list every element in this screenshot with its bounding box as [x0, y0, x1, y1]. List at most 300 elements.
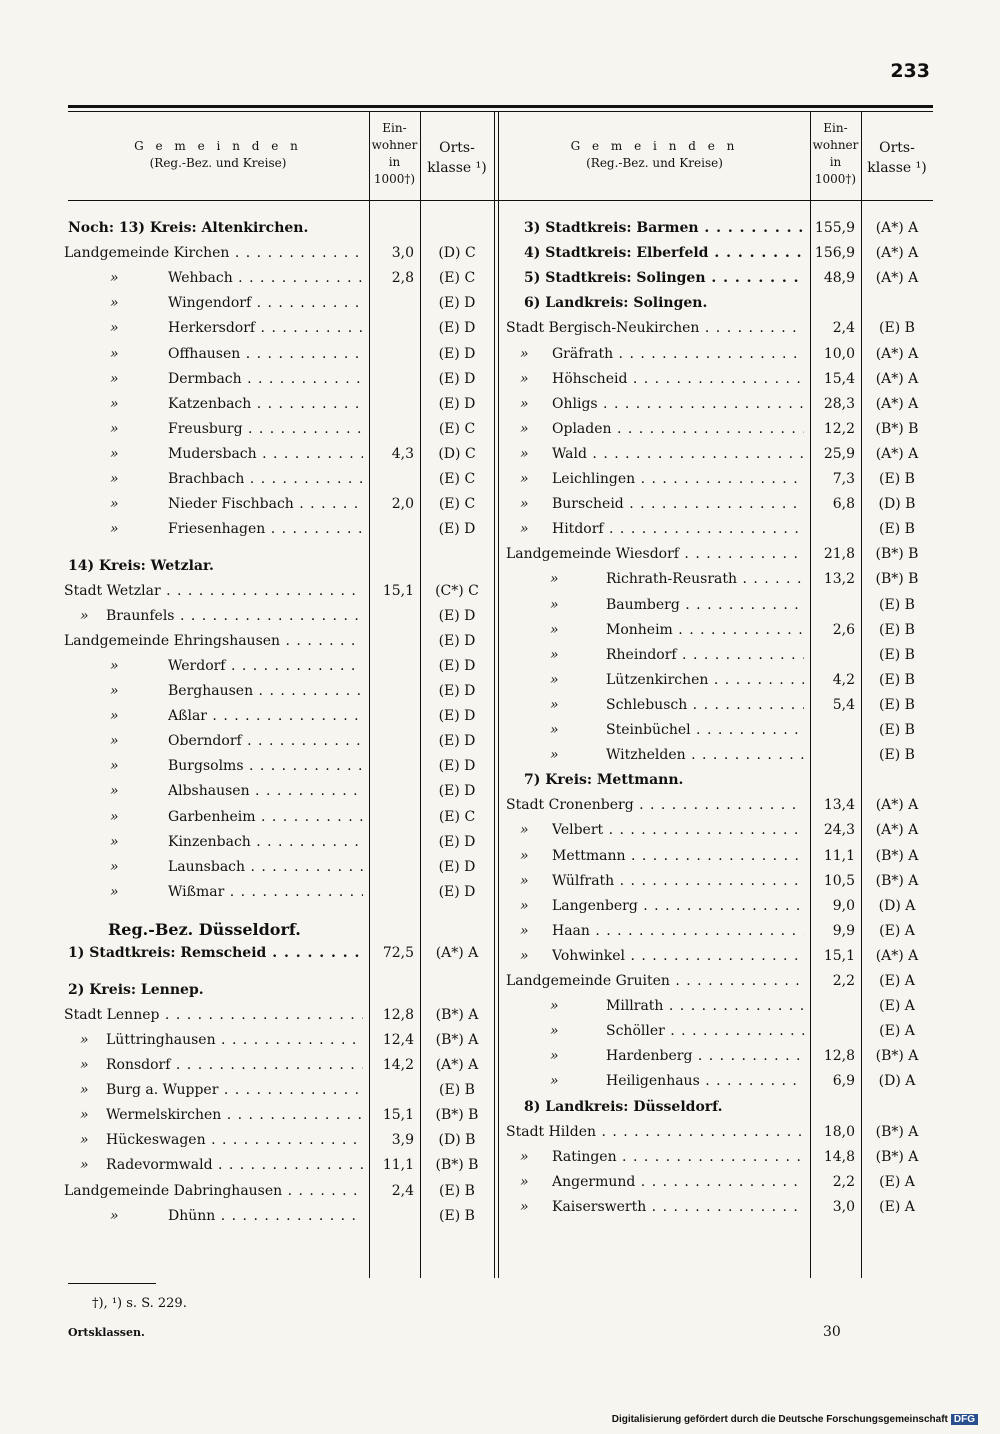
einwohner-value: 12,8 [823, 1048, 855, 1065]
ortsklasse-value: (E) C [438, 808, 476, 825]
table-row [506, 1048, 933, 1073]
ortsklasse-value: (D) B [878, 496, 916, 513]
table-row [64, 245, 494, 270]
table-row [64, 396, 494, 421]
table-row [506, 295, 933, 320]
dfg-logo: DFG [951, 1414, 978, 1425]
ortsklasse-value: (A*) A [875, 370, 919, 387]
header-einw-1-right: Ein- [823, 121, 848, 135]
einwohner-value: 11,1 [823, 847, 855, 864]
table-row [64, 683, 494, 708]
ortsklasse-value: (E) D [438, 858, 476, 875]
ditto-mark: » [110, 521, 119, 538]
table-row [64, 809, 494, 834]
place-name: Herkersdorf . . . [168, 320, 363, 336]
ditto-mark: » [520, 1173, 529, 1190]
table-row [64, 1132, 494, 1157]
table-row [506, 672, 933, 697]
ortsklasse-value: (E) C [438, 420, 476, 437]
ditto-mark: » [550, 621, 559, 638]
ortsklasse-value: (A*) A [875, 395, 919, 412]
place-name: Schlebusch . . . [606, 697, 804, 713]
header-einw-3: in [388, 155, 401, 169]
table-row [506, 371, 933, 396]
einwohner-value: 156,9 [814, 245, 855, 262]
place-name: Rheindorf . . . [606, 647, 804, 663]
table-row [506, 446, 933, 471]
ortsklasse-value: (E) A [879, 1198, 915, 1215]
table-row [64, 1208, 494, 1233]
ortsklasse-value: (E) D [438, 395, 476, 412]
table-row [64, 658, 494, 683]
table-row [64, 1183, 494, 1208]
ditto-mark: » [520, 1148, 529, 1165]
table-row [64, 446, 494, 471]
table-row [64, 421, 494, 446]
einwohner-value: 2,8 [391, 270, 414, 287]
einwohner-value: 14,2 [382, 1057, 414, 1074]
ditto-mark: » [110, 295, 119, 312]
table-row [506, 471, 933, 496]
ditto-mark: » [110, 471, 119, 487]
ortsklasse-value: (E) C [438, 270, 476, 287]
ortsklasse-value: (E) D [438, 295, 476, 312]
table-row [506, 622, 933, 647]
ditto-mark: » [110, 683, 119, 700]
place-name: Oberndorf . . . [168, 733, 363, 749]
einwohner-value: 15,1 [382, 1107, 414, 1124]
table-row [64, 1057, 494, 1082]
ortsklasse-value: (B*) B [435, 1107, 479, 1124]
section-heading: 6) Landkreis: Solingen. [524, 295, 708, 312]
header-gemeinden-sub-right: (Reg.-Bez. und Kreise) [586, 156, 723, 170]
place-name: Schöller . . . [606, 1023, 804, 1039]
ditto-mark: » [520, 370, 529, 387]
table-row [64, 982, 494, 1007]
ortsklasse-value: (E) D [438, 632, 476, 649]
ortsklasse-value: (E) D [438, 345, 476, 362]
place-name: Opladen . . . [552, 421, 804, 437]
place-name: Kaiserswerth . . . [552, 1199, 804, 1215]
einwohner-value: 9,9 [832, 922, 855, 939]
table-row [64, 1007, 494, 1032]
ortsklasse-value: (E) B [879, 320, 915, 337]
ditto-mark: » [80, 1132, 89, 1149]
table-row [506, 1099, 933, 1124]
einwohner-value: 13,2 [823, 571, 855, 588]
einwohner-value: 24,3 [823, 822, 855, 839]
ortsklasse-value: (B*) B [435, 1157, 479, 1174]
place-name: Leichlingen . . . [552, 471, 804, 487]
center-double-divider [494, 111, 499, 1278]
table-row [506, 873, 933, 898]
ortsklasse-value: (D) B [438, 1132, 476, 1149]
einwohner-value: 6,8 [832, 496, 855, 513]
table-row [64, 270, 494, 295]
header-einw-2: wohner [371, 138, 418, 152]
ortsklasse-value: (A*) A [875, 245, 919, 262]
ditto-mark: » [110, 496, 119, 513]
place-name: Friesenhagen . . . [168, 521, 363, 537]
ditto-mark: » [520, 496, 529, 513]
header-einw-2-right: wohner [812, 138, 859, 152]
ortsklasse-value: (B*) A [435, 1006, 479, 1023]
einwohner-value: 6,9 [832, 1073, 855, 1090]
table-row [506, 320, 933, 345]
einwohner-value: 15,1 [823, 947, 855, 964]
einwohner-value: 5,4 [832, 696, 855, 713]
table-row [506, 898, 933, 923]
ditto-mark: » [80, 607, 89, 624]
einwohner-value: 2,0 [391, 496, 414, 513]
einwohner-value: 13,4 [823, 797, 855, 814]
table-row [64, 633, 494, 658]
ditto-mark: » [80, 1082, 89, 1099]
ortsklasse-value: (D) A [878, 897, 916, 914]
section-heading: 7) Kreis: Mettmann. [524, 772, 684, 789]
ortsklasse-value: (E) A [879, 1023, 915, 1040]
place-name: Hitdorf . . . [552, 521, 804, 537]
place-name: Katzenbach . . . [168, 396, 363, 412]
footer-right: 30 [823, 1324, 841, 1340]
table-row [64, 521, 494, 546]
place-name: Landgemeinde Ehringshausen . . . [64, 633, 363, 649]
einwohner-value: 18,0 [823, 1123, 855, 1140]
place-name: Landgemeinde Kirchen . . . [64, 245, 363, 261]
header-einw-4-right: 1000†) [814, 172, 857, 186]
place-name: Brachbach . . . [168, 471, 363, 487]
section-heading: Noch: 13) Kreis: Altenkirchen. [68, 220, 309, 236]
ortsklasse-value: (E) B [439, 1182, 475, 1199]
ortsklasse-value: (A*) A [875, 220, 919, 236]
place-name: Stadt Lennep . . . [64, 1007, 363, 1023]
einwohner-value: 3,9 [391, 1132, 414, 1149]
einwohner-value: 12,8 [382, 1006, 414, 1023]
ortsklasse-value: (E) B [879, 646, 915, 663]
table-row [64, 920, 494, 945]
digitization-note [612, 1414, 978, 1425]
left-header-orts [420, 138, 494, 178]
table-row [506, 245, 933, 270]
place-name: Monheim . . . [606, 622, 804, 638]
table-row [506, 597, 933, 622]
table-row [506, 270, 933, 295]
header-gemeinden-label-right: G e m e i n d e n [570, 139, 739, 153]
place-name: Kinzenbach . . . [168, 834, 363, 850]
table-row [64, 295, 494, 320]
table-row [506, 948, 933, 973]
table-row [506, 1023, 933, 1048]
ditto-mark: » [520, 947, 529, 964]
einwohner-value: 2,2 [832, 1173, 855, 1190]
right-header-einw [810, 120, 861, 188]
table-row [506, 1199, 933, 1224]
table-row [64, 783, 494, 808]
table-row [64, 758, 494, 783]
place-name: Braunfels . . . [106, 608, 363, 624]
ortsklasse-value: (B*) A [875, 872, 919, 889]
table-row [64, 346, 494, 371]
einwohner-value: 4,2 [832, 671, 855, 688]
ditto-mark: » [550, 747, 559, 764]
ditto-mark: » [80, 1157, 89, 1174]
ditto-mark: » [550, 646, 559, 663]
ortsklasse-value: (B*) A [875, 1123, 919, 1140]
ortsklasse-value: (E) A [879, 1173, 915, 1190]
ditto-mark: » [550, 571, 559, 588]
place-name: Mettmann . . . [552, 848, 804, 864]
table-row [64, 945, 494, 970]
place-name: Höhscheid . . . [552, 371, 804, 387]
table-row [506, 571, 933, 596]
place-name: Baumberg . . . [606, 597, 804, 613]
ortsklasse-value: (E) B [879, 747, 915, 764]
ditto-mark: » [110, 783, 119, 800]
ortsklasse-value: (E) B [439, 1207, 475, 1224]
ditto-mark: » [110, 657, 119, 674]
place-name: Radevormwald . . . [106, 1157, 363, 1173]
ortsklasse-value: (E) C [438, 471, 476, 487]
ortsklasse-value: (E) A [879, 922, 915, 939]
place-name: Launsbach . . . [168, 859, 363, 875]
ditto-mark: » [520, 471, 529, 487]
einwohner-value: 4,3 [391, 445, 414, 462]
ditto-mark: » [520, 395, 529, 412]
table-row [64, 496, 494, 521]
ditto-mark: » [520, 1198, 529, 1215]
header-einw-4: 1000†) [373, 172, 416, 186]
table-row [64, 884, 494, 909]
page-number: 233 [890, 60, 930, 82]
table-row [64, 608, 494, 633]
einwohner-value: 2,2 [832, 973, 855, 989]
place-name: Vohwinkel . . . [552, 948, 804, 964]
ortsklasse-value: (E) A [879, 998, 915, 1015]
table-row [64, 1032, 494, 1057]
einwohner-value: 15,1 [382, 582, 414, 599]
ditto-mark: » [110, 858, 119, 875]
ortsklasse-value: (B*) A [875, 1148, 919, 1165]
einwohner-value: 12,4 [382, 1031, 414, 1048]
einwohner-value: 10,5 [823, 872, 855, 889]
table-row [506, 772, 933, 797]
ortsklasse-value: (E) B [879, 471, 915, 487]
ortsklasse-value: (B*) A [875, 847, 919, 864]
ortsklasse-value: (A*) A [435, 945, 479, 962]
ortsklasse-value: (A*) A [875, 947, 919, 964]
place-name: 1) Stadtkreis: Remscheid . . . [68, 945, 363, 961]
left-header-einw [369, 120, 420, 188]
header-gemeinden-label: G e m e i n d e n [134, 139, 302, 153]
place-name: Stadt Wetzlar . . . [64, 583, 363, 599]
place-name: Velbert . . . [552, 822, 804, 838]
place-name: Landgemeinde Gruiten . . . [506, 973, 804, 989]
einwohner-value: 14,8 [823, 1148, 855, 1165]
einwohner-value: 3,0 [832, 1198, 855, 1215]
ortsklasse-value: (D) C [438, 445, 476, 462]
table-row [506, 973, 933, 998]
table-row [64, 1107, 494, 1132]
einwohner-value: 48,9 [823, 270, 855, 287]
ortsklasse-value: (E) D [438, 657, 476, 674]
ditto-mark: » [110, 370, 119, 387]
ortsklasse-value: (E) A [879, 973, 915, 989]
ditto-mark: » [520, 897, 529, 914]
table-row [64, 1082, 494, 1107]
table-row [506, 496, 933, 521]
header-einw-3-right: in [829, 155, 842, 169]
place-name: Wehbach . . . [168, 270, 363, 286]
section-heading: 14) Kreis: Wetzlar. [68, 557, 214, 574]
einwohner-value: 10,0 [823, 345, 855, 362]
ortsklasse-value: (E) B [879, 596, 915, 613]
table-row [506, 421, 933, 446]
ortsklasse-value: (E) C [438, 496, 476, 513]
table-row [506, 1149, 933, 1174]
ditto-mark: » [550, 1048, 559, 1065]
table-row [506, 697, 933, 722]
ditto-mark: » [110, 708, 119, 725]
right-header-gemeinden [499, 138, 810, 172]
ortsklasse-value: (E) D [438, 733, 476, 750]
ortsklasse-value: (B*) B [875, 420, 919, 437]
ortsklasse-value: (E) D [438, 758, 476, 775]
place-name: Freusburg . . . [168, 421, 363, 437]
place-name: Wülfrath . . . [552, 873, 804, 889]
place-name: Garbenheim . . . [168, 809, 363, 825]
section-heading: 2) Kreis: Lennep. [68, 981, 204, 998]
place-name: Mudersbach . . . [168, 446, 363, 462]
einwohner-value: 9,0 [832, 897, 855, 914]
ortsklasse-value: (E) D [438, 883, 476, 900]
ditto-mark: » [80, 1107, 89, 1124]
ditto-mark: » [110, 883, 119, 900]
place-name: Aßlar . . . [168, 708, 363, 724]
ortsklasse-value: (B*) B [875, 571, 919, 588]
ortsklasse-value: (E) B [879, 696, 915, 713]
table-row [506, 220, 933, 245]
table-row [506, 822, 933, 847]
regbez-heading: Reg.-Bez. Düsseldorf. [108, 920, 301, 940]
ditto-mark: » [550, 696, 559, 713]
place-name: Millrath . . . [606, 998, 804, 1014]
place-name: Steinbüchel . . . [606, 722, 804, 738]
table-row [64, 1157, 494, 1182]
ortsklasse-value: (A*) A [875, 797, 919, 814]
header-gemeinden-sub: (Reg.-Bez. und Kreise) [149, 156, 287, 170]
footnote-rule [68, 1283, 156, 1284]
ditto-mark: » [110, 758, 119, 775]
ditto-mark: » [110, 320, 119, 337]
ditto-mark: » [550, 1023, 559, 1040]
header-rule [68, 200, 933, 201]
ortsklasse-value: (E) D [438, 521, 476, 538]
place-name: Burscheid . . . [552, 496, 804, 512]
ortsklasse-value: (E) D [438, 320, 476, 337]
table-row [506, 747, 933, 772]
einwohner-value: 3,0 [391, 245, 414, 262]
table-row [64, 859, 494, 884]
ortsklasse-value: (E) B [879, 621, 915, 638]
einwohner-value: 2,6 [832, 621, 855, 638]
header-orts-2: klasse ¹) [427, 160, 487, 176]
ditto-mark: » [520, 922, 529, 939]
place-name: Hardenberg . . . [606, 1048, 804, 1064]
ortsklasse-value: (A*) A [875, 345, 919, 362]
table-row [64, 558, 494, 583]
einwohner-value: 2,4 [832, 320, 855, 337]
top-rule-thin [68, 111, 933, 112]
ditto-mark: » [110, 808, 119, 825]
ditto-mark: » [520, 445, 529, 462]
table-row [64, 834, 494, 859]
place-name: Wermelskirchen . . . [106, 1107, 363, 1123]
ditto-mark: » [550, 998, 559, 1015]
table-row [64, 371, 494, 396]
ortsklasse-value: (E) D [438, 783, 476, 800]
ortsklasse-value: (B*) A [875, 1048, 919, 1065]
table-row [506, 797, 933, 822]
ortsklasse-value: (E) D [438, 708, 476, 725]
ditto-mark: » [80, 1031, 89, 1048]
table-row [64, 320, 494, 345]
header-einw-1: Ein- [382, 121, 407, 135]
einwohner-value: 7,3 [832, 471, 855, 487]
table-row [506, 998, 933, 1023]
table-row [506, 647, 933, 672]
ditto-mark: » [80, 1057, 89, 1074]
ortsklasse-value: (D) A [878, 1073, 916, 1090]
place-name: Burgsolms . . . [168, 758, 363, 774]
einwohner-value: 28,3 [823, 395, 855, 412]
table-row [506, 396, 933, 421]
ditto-mark: » [110, 1207, 119, 1224]
ditto-mark: » [110, 833, 119, 850]
ortsklasse-value: (B*) B [875, 546, 919, 563]
einwohner-value: 155,9 [814, 220, 855, 236]
place-name: Nieder Fischbach . . . [168, 496, 363, 512]
ortsklasse-value: (D) C [438, 245, 476, 262]
place-name: 5) Stadtkreis: Solingen . . . [524, 270, 804, 286]
einwohner-value: 2,4 [391, 1182, 414, 1199]
einwohner-value: 15,4 [823, 370, 855, 387]
ortsklasse-value: (A*) A [435, 1057, 479, 1074]
table-row [506, 1174, 933, 1199]
einwohner-value: 72,5 [382, 945, 414, 962]
table-row [506, 521, 933, 546]
ortsklasse-value: (E) D [438, 370, 476, 387]
einwohner-value: 12,2 [823, 420, 855, 437]
ditto-mark: » [110, 420, 119, 437]
table-row [506, 346, 933, 371]
einwohner-value: 25,9 [823, 445, 855, 462]
place-name: Dermbach . . . [168, 371, 363, 387]
place-name: Gräfrath . . . [552, 346, 804, 362]
ditto-mark: » [520, 420, 529, 437]
place-name: Stadt Bergisch-Neukirchen . . . [506, 320, 804, 336]
table-row [64, 220, 494, 245]
table-row [506, 1073, 933, 1098]
place-name: Wald . . . [552, 446, 804, 462]
place-name: Haan . . . [552, 923, 804, 939]
einwohner-value: 21,8 [823, 546, 855, 563]
footnote: †), ¹) s. S. 229. [92, 1296, 187, 1311]
ditto-mark: » [520, 872, 529, 889]
ditto-mark: » [550, 722, 559, 738]
place-name: Ronsdorf . . . [106, 1057, 363, 1073]
ditto-mark: » [550, 1073, 559, 1090]
section-heading: 8) Landkreis: Düsseldorf. [524, 1098, 723, 1115]
